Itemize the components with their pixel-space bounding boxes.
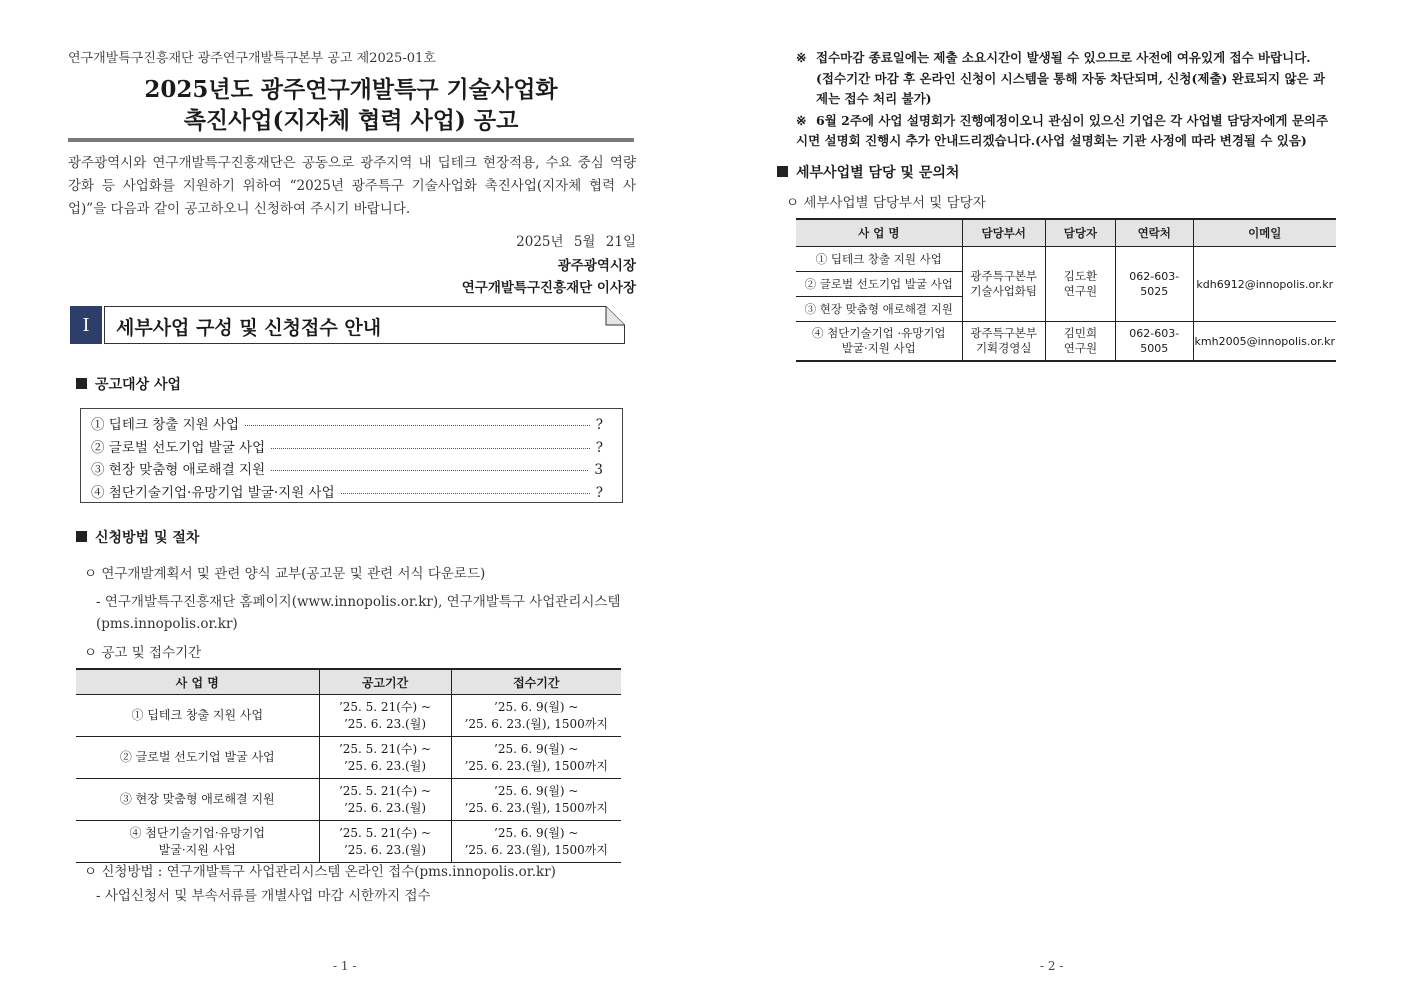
method-item-homepage: - 연구개발특구진흥재단 홈페이지(www.innopolis.or.kr), 연구개발특구 사업관리시스템(pms.innopolis.or.kr) [96, 594, 621, 632]
contact-table [796, 218, 1336, 362]
section-number-badge: I [70, 306, 102, 344]
table-row: ④ 첨단기술기업 ·유망기업 발굴·지원 사업 광주특구본부 기획경영실 김민희 연구원 062-603-5005 kmh2005@innopolis.or.kr [796, 322, 1336, 362]
document-header: 연구개발특구진흥재단 광주연구개발특구본부 공고 제2025-01호 [68, 51, 436, 66]
square-bullet-icon [76, 531, 87, 542]
apply-method: ㅇ 신청방법 : 연구개발특구 사업관리시스템 온라인 접수(pms.innopolis.or.kr) [84, 864, 556, 880]
page-number: - 1 - [333, 959, 357, 973]
reference-mark-icon: ※ [796, 113, 807, 128]
table-row: ② 글로벌 선도기업 발굴 사업 ’25. 5. 21(수) ~ ’25. 6. 23.(월) ’25. 6. 9(월) ~ ’25. 6. 23.(월), 1500까지 [76, 737, 621, 779]
apply-deadline-note: - 사업신청서 및 부속서류를 개별사업 마감 시한까지 접수 [96, 888, 431, 904]
table-header-row: 사 업 명 담당부서 담당자 연락처 이메일 [796, 219, 1336, 247]
method-item-download: ㅇ 연구개발계획서 및 관련 양식 교부(공고문 및 관련 서식 다운로드) [84, 566, 486, 582]
contact-subheading: ㅇ 세부사업별 담당부서 및 담당자 [786, 195, 986, 211]
title-rule [68, 138, 634, 142]
reference-mark-icon: ※ [796, 50, 807, 65]
title-line-1: 2025년도 광주연구개발특구 기술사업화 [144, 76, 558, 103]
table-row: ① 딥테크 창출 지원 사업 광주특구본부 기술사업화팀 김도환 연구원 062-603-5025 kdh6912@innopolis.or.kr [796, 247, 1336, 272]
issuer-foundation: 연구개발특구진흥재단 이사장 [461, 280, 636, 296]
page-number: - 2 - [1040, 959, 1064, 973]
table-header-row: 사 업 명 공고기간 접수기간 [76, 669, 621, 695]
target-list-box [80, 408, 623, 503]
period-label: ㅇ 공고 및 접수기간 [84, 645, 202, 661]
table-row: ④ 첨단기술기업·유망기업 발굴·지원 사업 ’25. 5. 21(수) ~ ’25. 6. 23.(월) ’25. 6. 9(월) ~ ’25. 6. 23.(월), 1500까지 [76, 821, 621, 863]
page-title [68, 74, 634, 136]
method-heading: 신청방법 및 절차 [76, 527, 199, 547]
table-row: ② 글로벌 선도기업 발굴 사업 [796, 272, 1336, 297]
section-title: 세부사업 구성 및 신청접수 안내 [116, 317, 382, 339]
intro-paragraph: 광주광역시와 연구개발특구진흥재단은 공동으로 광주지역 내 딥테크 현장적용, 수요 중심 역량 강화 등 사업화를 지원하기 위하여 “2025년 광주특구 기술사업화 촉진사업(지자체 협력 사업)”을 다음과 같이 공고하오니 신청하여 주시기 바랍니다. [68, 155, 636, 217]
table-row: ③ 현장 맞춤형 애로해결 지원 ’25. 5. 21(수) ~ ’25. 6. 23.(월) ’25. 6. 9(월) ~ ’25. 6. 23.(월), 1500까지 [76, 779, 621, 821]
title-line-2: 촉진사업(지자체 협력 사업) 공고 [183, 107, 519, 134]
table-row: ③ 현장 맞춤형 애로해결 지원 [796, 297, 1336, 322]
issuer-mayor: 광주광역시장 [557, 258, 636, 274]
target-heading: 공고대상 사업 [76, 374, 181, 394]
note-deadline: ※ 접수마감 종료일에는 제출 소요시간이 발생될 수 있으므로 사전에 여유있게 접수 바랍니다. [796, 48, 1336, 68]
note-deadline-detail: (접수기간 마감 후 온라인 신청이 시스템을 통해 자동 차단되며, 신청(제출) 완료되지 않은 과제는 접수 처리 불가) [816, 71, 1326, 106]
table-row: ① 딥테크 창출 지원 사업 ’25. 5. 21(수) ~ ’25. 6. 23.(월) ’25. 6. 9(월) ~ ’25. 6. 23.(월), 1500까지 [76, 695, 621, 737]
toc-item: ① 딥테크 창출 지원 사업 ? [91, 417, 603, 433]
toc-item: ② 글로벌 선도기업 발굴 사업 ? [91, 440, 603, 456]
square-bullet-icon [76, 378, 87, 389]
contact-heading: 세부사업별 담당 및 문의처 [777, 162, 959, 182]
square-bullet-icon [777, 166, 788, 177]
note-briefing: ※ 6월 2주에 사업 설명회가 진행예정이오니 관심이 있으신 기업은 각 사업별 담당자에게 문의주시면 설명회 진행시 추가 안내드리겠습니다.(사업 설명회는 기관 사정에 따라 변경될 수 있음) [796, 113, 1329, 148]
announcement-date: 2025년 5월 21일 [516, 234, 636, 250]
toc-item: ③ 현장 맞춤형 애로해결 지원 3 [91, 462, 603, 478]
toc-item: ④ 첨단기술기업·유망기업 발굴·지원 사업 ? [91, 485, 603, 501]
schedule-table [76, 668, 621, 863]
